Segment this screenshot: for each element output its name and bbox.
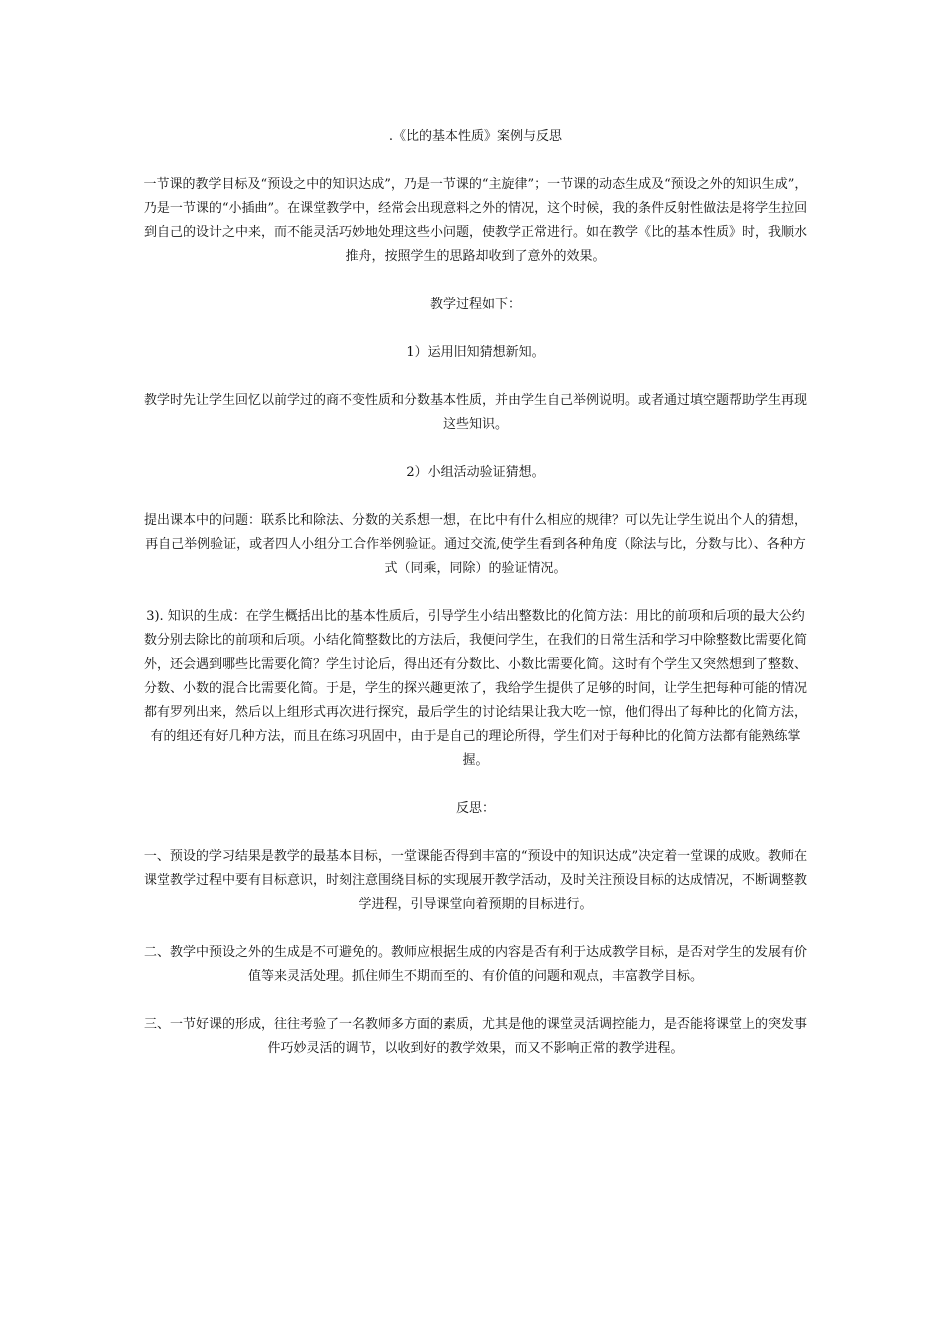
- intro-paragraph: 一节课的教学目标及“预设之中的知识达成”，乃是一节课的“主旋律”；一节课的动态生成及“预设之外的知识生成”，乃是一节课的“小插曲”。在课堂教学中，经常会出现意料之外的情况，这个时候，我的条件反射性做法是将学生拉回到自己的设计之中来，而不能灵活巧妙地处理这些小问题，使教学正常进行。如在教学《比的基本性质》时，我顺水推舟，按照学生的思路却收到了意外的效果。: [143, 177, 808, 264]
- process-heading: 教学过程如下：: [429, 297, 521, 312]
- document-title: .《比的基本性质》案例与反思: [388, 129, 563, 144]
- reflection-heading: 反思：: [455, 801, 495, 816]
- step2-paragraph: 提出课本中的问题：联系比和除法、分数的关系想一想，在比中有什么相应的规律？可以先让学生说出个人的猜想，再自己举例验证，或者四人小组分工合作举例验证。通过交流,使学生看到各种角度（除法与比，分数与比）、各种方式（同乘，同除）的验证情况。: [143, 513, 807, 576]
- step1-heading: 1）运用旧知猜想新知。: [406, 345, 545, 360]
- reflection-item-1: 一、预设的学习结果是教学的最基本目标，一堂课能否得到丰富的“预设中的知识达成”决定着一堂课的成败。教师在课堂教学过程中要有目标意识，时刻注意围绕目标的实现展开教学活动，及时关注预设目标的达成情况，不断调整教学进程，引导课堂向着预期的目标进行。: [143, 849, 808, 912]
- step1-paragraph: 教学时先让学生回忆以前学过的商不变性质和分数基本性质，并由学生自己举例说明。或者通过填空题帮助学生再现这些知识。: [143, 393, 807, 432]
- reflection-item-3: 三、一节好课的形成，往往考验了一名教师多方面的素质，尤其是他的课堂灵活调控能力，是否能将课堂上的突发事件巧妙灵活的调节，以收到好的教学效果，而又不影响正常的教学进程。: [143, 1017, 807, 1056]
- step3-paragraph: 3). 知识的生成：在学生概括出比的基本性质后，引导学生小结出整数比的化简方法：用比的前项和后项的最大公约数分别去除比的前项和后项。小结化简整数比的方法后，我便问学生，在我们的日常生活和学习中除整数比需要化简外，还会遇到哪些比需要化简？学生讨论后，得出还有分数比、小数比需要化简。这时有个学生又突然想到了整数、分数、小数的混合比需要化简。于是，学生的探兴趣更浓了，我给学生提供了足够的时间，让学生把每种可能的情况都有罗列出来，然后以上组形式再次进行探究，最后学生的讨论结果让我大吃一惊，他们得出了每种比的化简方法，有的组还有好几种方法，而且在练习巩固中，由于是自己的理论所得，学生们对于每种比的化简方法都有能熟练掌握。: [143, 609, 807, 768]
- document-body: [143, 125, 808, 1085]
- step2-heading: 2）小组活动验证猜想。: [406, 465, 545, 480]
- reflection-item-2: 二、教学中预设之外的生成是不可避免的。教师应根据生成的内容是否有利于达成教学目标，是否对学生的发展有价值等来灵活处理。抓住师生不期而至的、有价值的问题和观点，丰富教学目标。: [143, 945, 807, 984]
